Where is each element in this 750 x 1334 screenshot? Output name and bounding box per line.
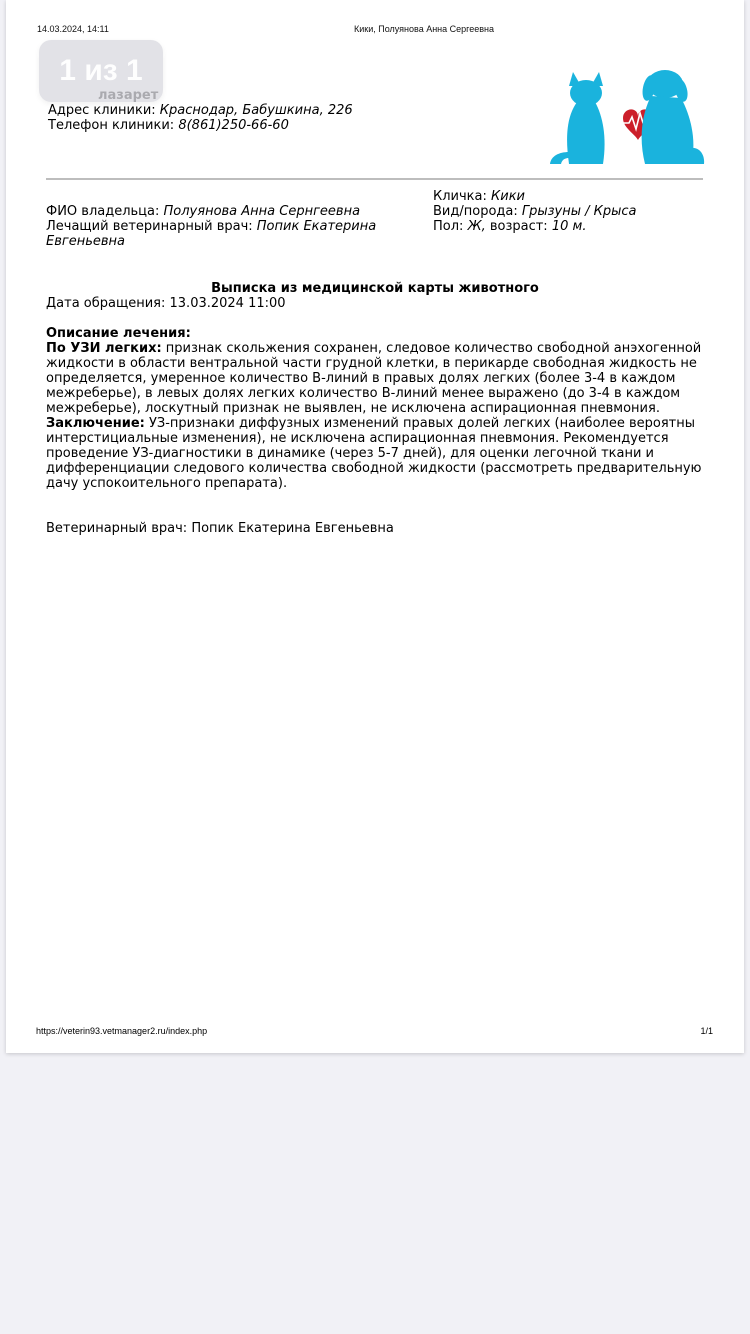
pet-sex-value: Ж, (467, 219, 486, 234)
document-page (6, 0, 744, 1053)
clinic-address (48, 103, 353, 118)
doctor-label: Лечащий ветеринарный врач: (46, 219, 253, 234)
pet-nickname-value: Кики (491, 189, 525, 204)
pet-age-label: возраст: (489, 219, 548, 234)
clinic-address-label: Адрес клиники: (48, 103, 156, 118)
doctor-row (46, 219, 391, 249)
visit-date (46, 296, 286, 311)
pet-species-label: Вид/порода: (433, 204, 518, 219)
conclusion-text: УЗ-признаки диффузных изменений правых долей легких (наиболее вероятны интерстициальные изменения), не исключена аспирационная пневмония. Рекомендуется проведение УЗ-диагностики в динамике (через 5-7 дней), для оценки легочной ткани и дифференциации следового количества свободной жидкости (рассмотреть предварительную дачу успокоительного препарата). (46, 416, 702, 491)
pet-sex-age (433, 219, 637, 234)
print-datetime: 14.03.2024, 14:11 (37, 24, 109, 34)
owner-label: ФИО владельца: (46, 204, 160, 219)
visit-date-value: 13.03.2024 11:00 (169, 296, 286, 311)
conclusion-label: Заключение: (46, 416, 145, 431)
clinic-phone (48, 118, 353, 133)
pet-age-value: 10 м. (551, 219, 587, 234)
pet-species-value: Грызуны / Крыса (521, 204, 637, 219)
page-indicator: 1 из 1 (39, 40, 163, 102)
cat-dog-heart-logo-icon (541, 66, 706, 168)
dog-icon (640, 70, 704, 164)
usg-label: По УЗИ легких: (46, 341, 162, 356)
doctor-name: Попик Екатерина Евгеньевна (46, 219, 377, 249)
owner-info (46, 204, 391, 249)
visit-label: Дата обращения: (46, 296, 166, 311)
pet-species (433, 204, 637, 219)
clinic-address-value: Краснодар, Бабушкина, 226 (159, 103, 353, 118)
print-header-title: Кики, Полуянова Анна Сергеевна (354, 24, 495, 34)
document-title: Выписка из медицинской карты животного (211, 281, 539, 296)
header-divider (46, 178, 703, 180)
usg-paragraph (46, 341, 711, 416)
usg-text: признак скольжения сохранен, следовое количество свободной анэхогенной жидкости в области вентральной части грудной клетки, в перикарде свободная жидкость не определяется, умеренное количество В-линий в правых долях легких (более 3-4 в каждом межреберье), в левых долях легких количество В-линий менее выражено (до 3-4 в каждом межреберье), лоскутный признак не выявлен, не исключена аспирационная пневмония. (46, 341, 702, 416)
pet-sex-label: Пол: (433, 219, 464, 234)
conclusion-paragraph (46, 416, 711, 491)
clinic-phone-value: 8(861)250-66-60 (178, 118, 289, 133)
owner-name-row (46, 204, 391, 219)
print-footer-url: https://veterin93.vetmanager2.ru/index.php (36, 1026, 208, 1036)
pet-info (433, 189, 637, 234)
owner-name: Полуянова Анна Сернгеевна (163, 204, 361, 219)
treatment-description (46, 326, 711, 491)
print-footer-page: 1/1 (700, 1026, 713, 1036)
clinic-phone-label: Телефон клиники: (48, 118, 175, 133)
treatment-heading: Описание лечения: (46, 326, 191, 341)
cat-icon (550, 72, 605, 164)
signature: Ветеринарный врач: Попик Екатерина Евгеньевна (46, 521, 394, 536)
pet-nickname (433, 189, 637, 204)
pet-nickname-label: Кличка: (433, 189, 487, 204)
